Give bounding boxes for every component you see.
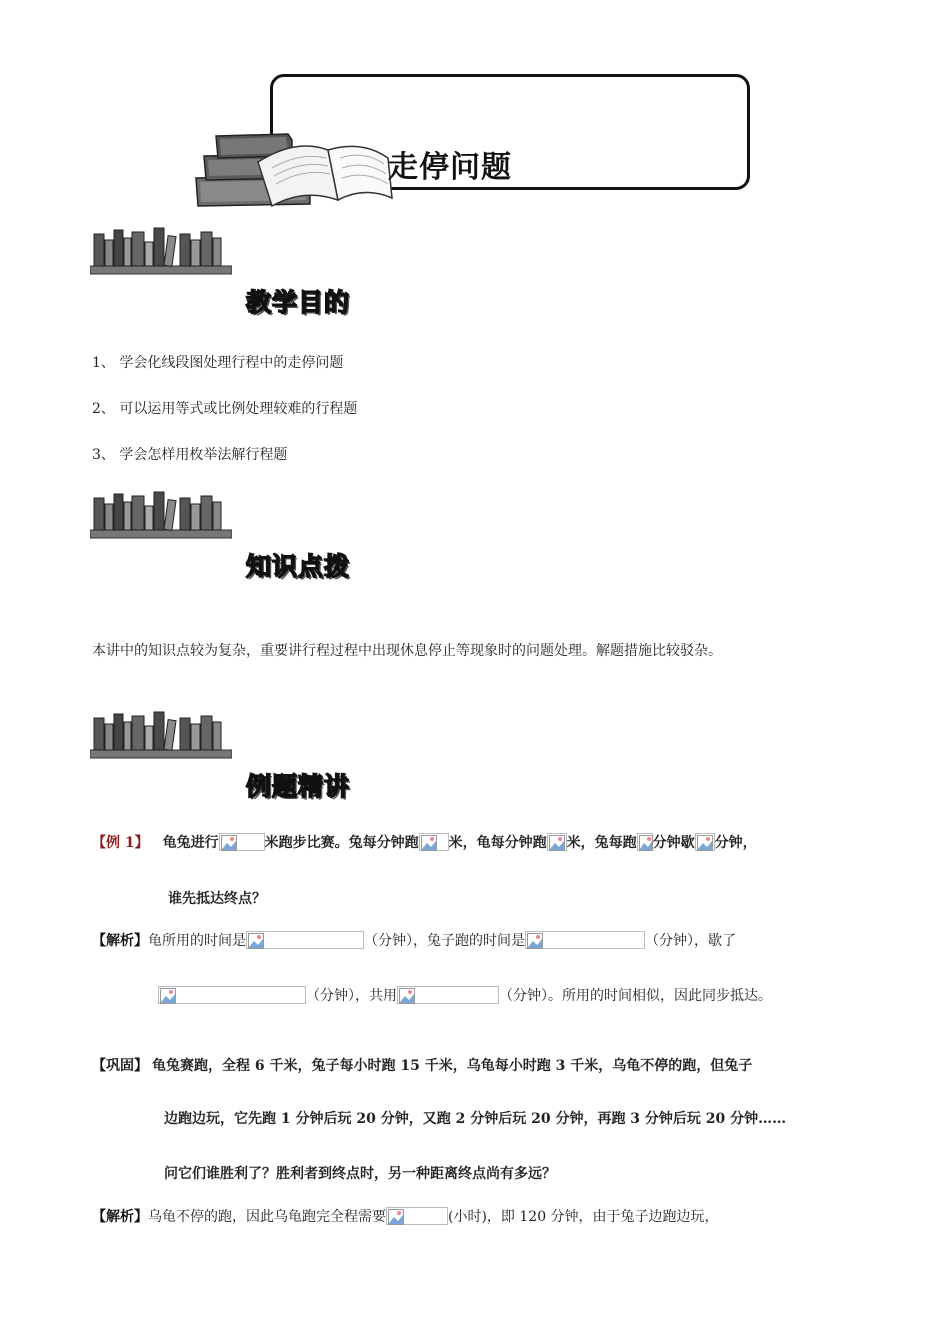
page-title: 走停问题 [388,150,512,185]
books-stack-icon [192,128,394,210]
example-text: 米跑步比赛。兔每分钟跑 [264,835,419,851]
goal-item: 2、 可以运用等式或比例处理较难的行程题 [92,401,358,417]
goal-item: 3、 学会怎样用枚举法解行程题 [92,447,288,463]
solution-text: (小时)，即 120 分钟，由于兔子边跑边玩， [448,1209,719,1225]
broken-image-icon [637,833,653,851]
section-heading-knowledge: 知识点拨 [246,552,351,581]
solution-text: （分钟）。所用的时间相似，因此同步抵达。 [499,988,772,1004]
broken-image-icon [547,833,567,851]
section-heading-goals: 教学目的 [246,288,351,317]
example-text: 分钟， [714,835,757,851]
solution-text: （分钟），兔子跑的时间是 [364,933,525,949]
solution-tag: 【解析】 [92,933,148,949]
broken-image-icon [386,1207,448,1225]
example-text: 米，龟每分钟跑 [448,835,547,851]
solution-1-line-1 [92,929,736,951]
solution-text: （分钟），共用 [306,988,397,1004]
broken-image-icon [525,931,645,949]
solution-text: （分钟），歇了 [645,933,736,949]
broken-image-icon [419,833,449,851]
solution-tag: 【解析】 [92,1209,148,1225]
example-text: 米，兔每跑 [566,835,637,851]
section-heading-examples: 例题精讲 [246,772,351,801]
broken-image-icon [695,833,715,851]
broken-image-icon [158,986,306,1004]
example-1-line-2: 谁先抵达终点？ [168,891,266,907]
solution-text: 龟所用的时间是 [148,933,246,949]
bookshelf-icon [90,710,232,760]
practice-text: 龟兔赛跑，全程 6 千米，兔子每小时跑 15 千米，乌龟每小时跑 3 千米，乌龟不停的跑，但兔子 [152,1058,753,1074]
example-1-line-1 [92,831,757,853]
solution-text: 乌龟不停的跑，因此乌龟跑完全程需要 [148,1209,386,1225]
example-tag: 【例 1】 [92,835,149,851]
example-text: 龟兔进行 [162,835,219,851]
bookshelf-icon [90,226,232,276]
broken-image-icon [246,931,364,949]
knowledge-text: 本讲中的知识点较为复杂，重要讲行程过程中出现休息停止等现象时的问题处理。解题措施比较驳杂。 [92,643,722,659]
goal-item: 1、 学会化线段图处理行程中的走停问题 [92,355,344,371]
practice-line-3: 问它们谁胜利了？胜利者到终点时，另一种距离终点尚有多远？ [164,1166,556,1182]
practice-line-2: 边跑边玩，它先跑 1 分钟后玩 20 分钟，又跑 2 分钟后玩 20 分钟，再跑 3 分钟后玩 20 分钟…… [164,1111,787,1127]
example-text: 分钟歇 [652,835,695,851]
broken-image-icon [219,833,265,851]
solution-1-line-2 [158,984,772,1006]
solution-2-line-1 [92,1205,719,1227]
bookshelf-icon [90,490,232,540]
practice-line-1 [92,1054,752,1076]
broken-image-icon [397,986,499,1004]
practice-tag: 【巩固】 [92,1058,148,1074]
